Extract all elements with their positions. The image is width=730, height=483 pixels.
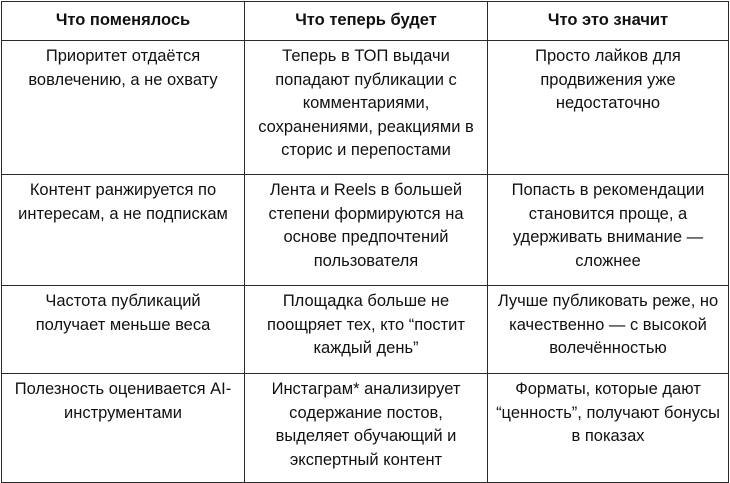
- table-cell: Площадка больше не поощряет тех, кто “постит каждый день”: [245, 286, 488, 374]
- table-row: [2, 41, 729, 175]
- table-row: [2, 286, 729, 374]
- table-cell: Инстаграм* анализирует содержание постов, выделяет обучающий и экспертный контент: [245, 374, 488, 483]
- table-header-row: [2, 2, 729, 41]
- table-cell: Лучше публиковать реже, но качественно — с высокой волечённостью: [488, 286, 729, 374]
- table-cell: Просто лайков для продвижения уже недостаточно: [488, 41, 729, 175]
- table-cell: Форматы, которые дают “ценность”, получают бонусы в показах: [488, 374, 729, 483]
- table-row: [2, 374, 729, 483]
- table-cell: Попасть в рекомендации становится проще, а удерживать внимание — сложнее: [488, 175, 729, 286]
- header-what-it-means: Что это значит: [488, 2, 729, 41]
- table-cell: Частота публикаций получает меньше веса: [2, 286, 245, 374]
- table-cell: Контент ранжируется по интересам, а не подпискам: [2, 175, 245, 286]
- table-cell: Лента и Reels в большей степени формируются на основе предпочтений пользователя: [245, 175, 488, 286]
- table-cell: Полезность оценивается AI-инструментами: [2, 374, 245, 483]
- header-what-will-be: Что теперь будет: [245, 2, 488, 41]
- header-what-changed: Что поменялось: [2, 2, 245, 41]
- comparison-table: [1, 1, 729, 483]
- table-cell: Приоритет отдаётся вовлечению, а не охвату: [2, 41, 245, 175]
- table-row: [2, 175, 729, 286]
- table-cell: Теперь в ТОП выдачи попадают публикации с комментариями, сохранениями, реакциями в сторис и перепостами: [245, 41, 488, 175]
